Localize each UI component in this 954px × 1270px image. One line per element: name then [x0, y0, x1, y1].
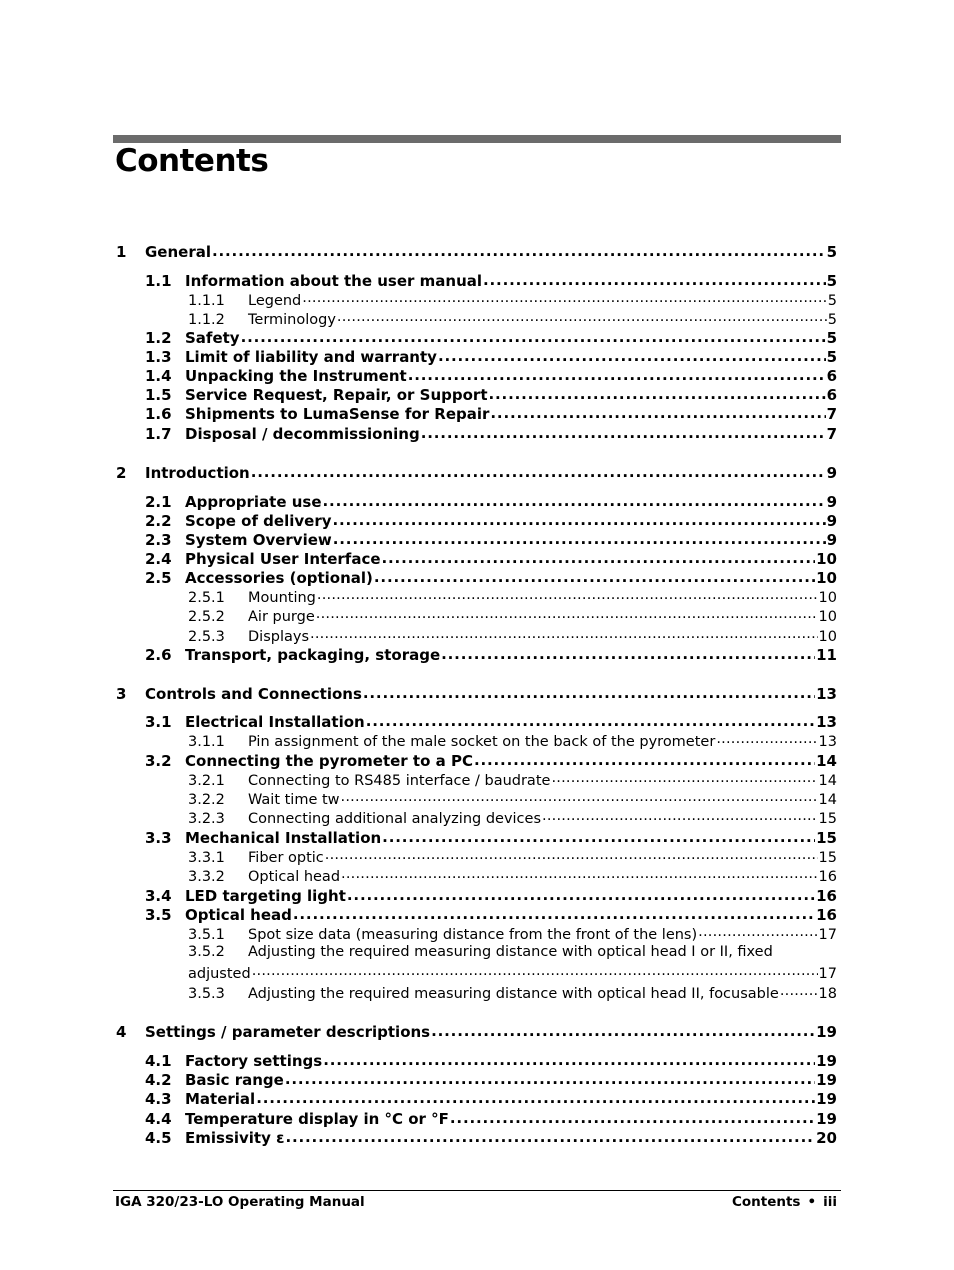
toc-entry-page: 5: [827, 292, 837, 309]
toc-entry-number: 1.3: [145, 348, 172, 366]
toc-entry-title: LED targeting light: [185, 887, 346, 905]
toc-entry-4-5[interactable]: [145, 1128, 837, 1147]
toc-dot-leader: [341, 866, 818, 881]
toc-entry-page: 6: [826, 386, 837, 404]
toc-entry-1-6[interactable]: [145, 404, 837, 423]
toc-dot-leader: [241, 328, 826, 343]
toc-dot-leader: [366, 712, 815, 727]
toc-entry-2-2[interactable]: [145, 511, 837, 530]
toc-entry-page: 18: [818, 985, 837, 1002]
footer-manual-title: IGA 320/23-LO Operating Manual: [115, 1194, 365, 1210]
toc-entry-number: 2.4: [145, 550, 172, 568]
toc-entry-page: 5: [826, 243, 837, 261]
toc-entry-number: 4.2: [145, 1071, 172, 1089]
toc-entry-title: Scope of delivery: [185, 512, 332, 530]
toc-dot-leader: [316, 606, 818, 621]
toc-dot-leader: [325, 847, 818, 862]
toc-entry-1[interactable]: [116, 242, 837, 261]
toc-entry-title: Information about the user manual: [185, 272, 483, 290]
toc-entry-title: General: [145, 243, 211, 261]
toc-entry-number: 4.5: [145, 1129, 172, 1147]
toc-dot-leader: [483, 271, 826, 286]
toc-dot-leader: [310, 626, 818, 641]
toc-entry-title: Mounting: [248, 589, 316, 606]
toc-entry-number: 2.1: [145, 493, 172, 511]
toc-entry-page: 13: [816, 713, 837, 731]
toc-entry-2-5-2[interactable]: [188, 606, 837, 625]
toc-entry-title: Adjusting the required measuring distance with optical head I or II, fixed: [248, 944, 773, 960]
toc-entry-title: Factory settings: [185, 1052, 323, 1070]
toc-entry-number: 3.5.2: [188, 944, 225, 960]
toc-entry-number: 1.2: [145, 329, 172, 347]
toc-entry-page: 10: [818, 608, 837, 625]
toc-entry-title-continued: adjusted: [188, 965, 251, 982]
toc-entry-title: Material: [185, 1090, 256, 1108]
toc-entry-3-4[interactable]: [145, 886, 837, 905]
toc-entry-page: 15: [818, 810, 837, 827]
toc-entry-page: 10: [818, 628, 837, 645]
toc-entry-4[interactable]: [116, 1022, 837, 1041]
toc-entry-page: 13: [816, 685, 837, 703]
toc-entry-page: 9: [826, 464, 837, 482]
toc-entry-number: 2.5.2: [188, 608, 225, 625]
toc-entry-number: 2.3: [145, 531, 172, 549]
toc-entry-3-1[interactable]: [145, 712, 837, 731]
toc-dot-leader: [431, 1022, 815, 1037]
toc-dot-leader: [285, 1128, 815, 1143]
toc-entry-page: 9: [826, 512, 837, 530]
toc-entry-3-3[interactable]: [145, 828, 837, 847]
toc-entry-number: 3.2: [145, 752, 172, 770]
toc-dot-leader: [323, 1051, 815, 1066]
toc-entry-number: 3.1.1: [188, 733, 225, 750]
toc-entry-3-5-1[interactable]: [188, 924, 837, 943]
toc-entry-title: Fiber optic: [248, 849, 324, 866]
toc-entry-title: Terminology: [248, 311, 336, 328]
toc-dot-leader: [285, 1070, 815, 1085]
toc-entry-3-2-2[interactable]: [188, 789, 837, 808]
toc-entry-title: Mechanical Installation: [185, 829, 382, 847]
toc-entry-3-5-2[interactable]: [188, 944, 773, 960]
toc-entry-2-4[interactable]: [145, 549, 837, 568]
toc-entry-2-5-1[interactable]: [188, 587, 837, 606]
toc-entry-page: 19: [816, 1052, 837, 1070]
footer-section: Contents: [731, 1194, 801, 1210]
toc-entry-3[interactable]: [116, 684, 837, 703]
toc-entry-number: 2.5.3: [188, 628, 225, 645]
toc-entry-title: Transport, packaging, storage: [185, 646, 441, 664]
toc-dot-leader: [256, 1089, 815, 1104]
toc-entry-2-5[interactable]: [145, 568, 837, 587]
toc-dot-leader: [323, 492, 826, 507]
toc-entry-page: 19: [816, 1090, 837, 1108]
toc-dot-leader: [212, 242, 826, 257]
toc-entry-page: 16: [816, 906, 837, 924]
toc-entry-3-2-3[interactable]: [188, 808, 837, 827]
toc-entry-title: Shipments to LumaSense for Repair: [185, 405, 490, 423]
toc-entry-title: Appropriate use: [185, 493, 322, 511]
toc-dot-leader: [542, 808, 818, 823]
toc-entry-title: Optical head: [248, 868, 341, 885]
toc-entry-page: 17: [818, 926, 837, 943]
toc-entry-number: 1.1: [145, 272, 172, 290]
toc-dot-leader: [408, 366, 826, 381]
toc-dot-leader: [341, 789, 818, 804]
footer-page-number: iii: [823, 1194, 837, 1210]
toc-entry-page: 6: [826, 367, 837, 385]
toc-entry-number: 3.2.3: [188, 810, 225, 827]
toc-entry-title: Basic range: [185, 1071, 284, 1089]
toc-entry-title: Emissivity ε: [185, 1129, 285, 1147]
toc-entry-title: Electrical Installation: [185, 713, 365, 731]
toc-entry-3-5[interactable]: [145, 905, 837, 924]
toc-entry-number: 3.5.3: [188, 985, 225, 1002]
toc-entry-title: Displays: [248, 628, 310, 645]
toc-entry-page: 16: [816, 887, 837, 905]
toc-entry-page: 19: [816, 1071, 837, 1089]
toc-entry-page: 9: [826, 493, 837, 511]
toc-entry-2[interactable]: [116, 463, 837, 482]
toc-entry-number: 3.5: [145, 906, 172, 924]
toc-entry-4-3[interactable]: [145, 1089, 837, 1108]
toc-entry-number: 2: [116, 464, 127, 482]
toc-entry-title: Connecting the pyrometer to a PC: [185, 752, 473, 770]
toc-dot-leader: [374, 568, 815, 583]
toc-entry-3-3-2[interactable]: [188, 866, 837, 885]
toc-entry-number: 3.2.2: [188, 791, 225, 808]
toc-entry-title: Introduction: [145, 464, 250, 482]
toc-entry-2-1[interactable]: [145, 492, 837, 511]
toc-entry-number: 1.1.1: [188, 292, 225, 309]
toc-entry-title: Accessories (optional): [185, 569, 373, 587]
toc-entry-number: 2.5: [145, 569, 172, 587]
toc-entry-title: Disposal / decommissioning: [185, 425, 420, 443]
toc-dot-leader: [780, 983, 818, 998]
toc-dot-leader: [333, 511, 826, 526]
toc-dot-leader: [317, 587, 818, 602]
toc-dot-leader: [382, 549, 816, 564]
toc-dot-leader: [421, 424, 826, 439]
toc-entry-title: Adjusting the required measuring distance with optical head II, focusable: [248, 985, 779, 1002]
toc-entry-number: 1.4: [145, 367, 172, 385]
footer-rule: [113, 1190, 841, 1191]
toc-entry-page: 19: [816, 1110, 837, 1128]
toc-dot-leader: [716, 731, 817, 746]
page-title: Contents: [115, 143, 269, 179]
toc-dot-leader: [441, 645, 815, 660]
toc-dot-leader: [333, 530, 826, 545]
toc-dot-leader: [474, 751, 815, 766]
toc-entry-number: 3.1: [145, 713, 172, 731]
toc-entry-title: Wait time tw: [248, 791, 340, 808]
toc-dot-leader: [551, 770, 817, 785]
toc-dot-leader: [293, 905, 815, 920]
toc-entry-title: Legend: [248, 292, 302, 309]
toc-entry-number: 1.7: [145, 425, 172, 443]
toc-entry-number: 3.3: [145, 829, 172, 847]
toc-entry-title: Pin assignment of the male socket on the back of the pyrometer: [248, 733, 716, 750]
toc-dot-leader: [347, 886, 815, 901]
toc-entry-number: 3.2.1: [188, 772, 225, 789]
toc-dot-leader: [302, 290, 827, 305]
toc-entry-title: Connecting to RS485 interface / baudrate: [248, 772, 551, 789]
toc-entry-1-1[interactable]: [145, 271, 837, 290]
toc-entry-3-5-3[interactable]: [188, 983, 837, 1002]
toc-entry-number: 2.5.1: [188, 589, 225, 606]
toc-entry-title: Spot size data (measuring distance from the front of the lens): [248, 926, 698, 943]
toc-dot-leader: [490, 404, 825, 419]
toc-entry-page: 5: [826, 348, 837, 366]
toc-entry-page: 5: [827, 311, 837, 328]
toc-entry-3-2-1[interactable]: [188, 770, 837, 789]
toc-entry-number: 4: [116, 1023, 127, 1041]
toc-entry-page: 19: [816, 1023, 837, 1041]
toc-entry-number: 4.4: [145, 1110, 172, 1128]
toc-entry-1-2[interactable]: [145, 328, 837, 347]
toc-entry-2-3[interactable]: [145, 530, 837, 549]
toc-entry-1-1-1[interactable]: [188, 290, 837, 309]
toc-entry-4-4[interactable]: [145, 1109, 837, 1128]
toc-dot-leader: [382, 828, 815, 843]
toc-entry-number: 1: [116, 243, 127, 261]
toc-entry-1-1-2[interactable]: [188, 309, 837, 328]
toc-entry-page: 20: [816, 1129, 837, 1147]
toc-entry-3-2[interactable]: [145, 751, 837, 770]
toc-entry-number: 1.1.2: [188, 311, 225, 328]
toc-dot-leader: [337, 309, 827, 324]
toc-entry-continuation[interactable]: [188, 963, 837, 982]
toc-entry-page: 10: [816, 550, 837, 568]
toc-entry-title: Air purge: [248, 608, 315, 625]
footer-page-info: [732, 1194, 837, 1210]
toc-entry-number: 1.6: [145, 405, 172, 423]
toc-entry-page: 10: [818, 589, 837, 606]
toc-entry-page: 14: [816, 752, 837, 770]
toc-entry-page: 5: [826, 329, 837, 347]
toc-entry-4-2[interactable]: [145, 1070, 837, 1089]
toc-entry-number: 3.5.1: [188, 926, 225, 943]
toc-entry-2-6[interactable]: [145, 645, 837, 664]
toc-dot-leader: [363, 684, 815, 699]
toc-entry-2-5-3[interactable]: [188, 626, 837, 645]
toc-entry-number: 2.2: [145, 512, 172, 530]
toc-entry-1-4[interactable]: [145, 366, 837, 385]
toc-entry-1-7[interactable]: [145, 424, 837, 443]
toc-entry-3-3-1[interactable]: [188, 847, 837, 866]
toc-entry-page: 9: [826, 531, 837, 549]
toc-dot-leader: [698, 924, 817, 939]
toc-entry-page: 16: [818, 868, 837, 885]
toc-entry-title: Physical User Interface: [185, 550, 381, 568]
toc-entry-number: 4.3: [145, 1090, 172, 1108]
toc-entry-4-1[interactable]: [145, 1051, 837, 1070]
toc-entry-3-1-1[interactable]: [188, 731, 837, 750]
footer-bullet: •: [807, 1194, 817, 1210]
toc-entry-title: Optical head: [185, 906, 292, 924]
toc-entry-page: 10: [816, 569, 837, 587]
toc-entry-page: 17: [818, 965, 837, 982]
toc-entry-1-5[interactable]: [145, 385, 837, 404]
toc-entry-number: 3.3.1: [188, 849, 225, 866]
toc-entry-title: Controls and Connections: [145, 685, 362, 703]
toc-dot-leader: [438, 347, 826, 362]
toc-entry-title: Settings / parameter descriptions: [145, 1023, 431, 1041]
toc-entry-title: System Overview: [185, 531, 332, 549]
toc-entry-1-3[interactable]: [145, 347, 837, 366]
toc-entry-title: Unpacking the Instrument: [185, 367, 407, 385]
toc-entry-title: Temperature display in °C or °F: [185, 1110, 449, 1128]
toc-dot-leader: [252, 963, 818, 978]
toc-entry-page: 14: [818, 791, 837, 808]
toc-entry-number: 2.6: [145, 646, 172, 664]
toc-entry-title: Safety: [185, 329, 240, 347]
toc-entry-number: 3: [116, 685, 127, 703]
toc-entry-number: 3.4: [145, 887, 172, 905]
toc-dot-leader: [450, 1109, 815, 1124]
toc-entry-page: 13: [818, 733, 837, 750]
toc-entry-page: 5: [826, 272, 837, 290]
toc-entry-page: 11: [816, 646, 837, 664]
toc-entry-page: 7: [826, 405, 837, 423]
toc-entry-page: 14: [818, 772, 837, 789]
toc-entry-page: 15: [818, 849, 837, 866]
toc-entry-title: Connecting additional analyzing devices: [248, 810, 542, 827]
toc-dot-leader: [489, 385, 826, 400]
toc-dot-leader: [251, 463, 826, 478]
toc-entry-number: 4.1: [145, 1052, 172, 1070]
toc-entry-number: 1.5: [145, 386, 172, 404]
toc-entry-title: Service Request, Repair, or Support: [185, 386, 488, 404]
toc-entry-title: Limit of liability and warranty: [185, 348, 437, 366]
toc-entry-page: 15: [816, 829, 837, 847]
toc-entry-page: 7: [826, 425, 837, 443]
toc-entry-number: 3.3.2: [188, 868, 225, 885]
